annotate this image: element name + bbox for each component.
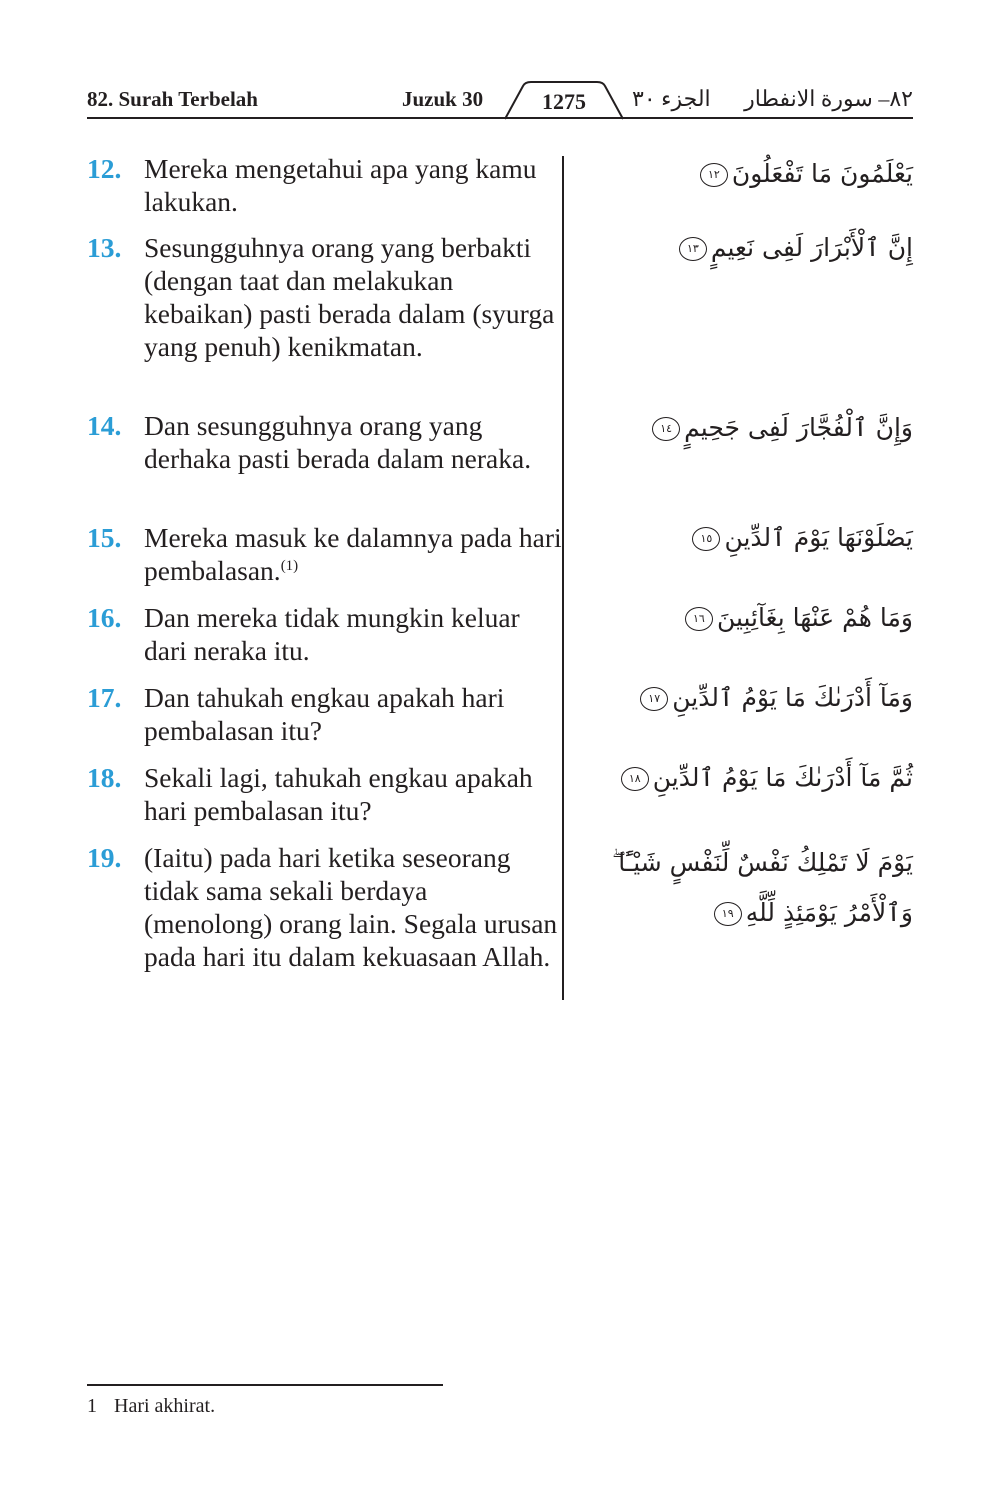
verse-text-body: Mereka masuk ke dalamnya pada hari pembalasan. [144, 522, 562, 586]
arabic-text: وَإِنَّ ٱلْفُجَّارَ لَفِى جَحِيمٍ [684, 413, 913, 442]
footnote-rule [87, 1384, 443, 1386]
surah-title-left: 82. Surah Terbelah [87, 87, 258, 111]
footnote-number: 1 [87, 1395, 97, 1417]
footnote-reference[interactable]: (1) [280, 558, 299, 574]
verse-translation [87, 841, 562, 973]
arabic-juz-label: الجزء ٣٠ [632, 86, 711, 111]
arabic-text: ثُمَّ مَآ أَدْرَىٰكَ مَا يَوْمُ ٱلدِّينِ [652, 763, 913, 792]
arabic-text: يَصْلَوْنَهَا يَوْمَ ٱلدِّينِ [724, 523, 913, 552]
verse-translation [87, 521, 562, 587]
verse-translation [87, 409, 562, 475]
verse-text: (Iaitu) pada hari ketika seseorang tidak sama sekali berdaya (menolong) orang lain. Segala urusan pada hari itu dalam kekuasaan Allah. [144, 842, 558, 972]
column-divider [562, 156, 564, 1000]
verse-text: Dan mereka tidak mungkin keluar dari neraka itu. [144, 602, 520, 666]
arabic-verse [593, 156, 913, 192]
verse-number: 19. [87, 842, 122, 873]
verse-number: 14. [87, 410, 122, 441]
footnote [87, 1392, 215, 1420]
ayah-end-marker: ١٦ [685, 607, 713, 631]
verse-translation [87, 681, 562, 747]
verse-number: 17. [87, 682, 122, 713]
arabic-verse [593, 680, 913, 716]
arabic-verse [593, 410, 913, 446]
arabic-text: وَمَا هُمْ عَنْهَا بِغَآئِبِينَ [716, 603, 913, 632]
arabic-surah-title: ٨٢– سورة الانفطار [744, 86, 913, 111]
ayah-end-marker: ١٥ [692, 527, 720, 551]
header-rule [87, 117, 913, 119]
verse-number: 12. [87, 153, 122, 184]
ayah-end-marker: ١٣ [679, 237, 707, 261]
ayah-end-marker: ١٢ [700, 163, 728, 187]
verse-translation [87, 231, 562, 363]
page-number: 1275 [542, 89, 586, 114]
ayah-end-marker: ١٤ [652, 417, 680, 441]
ayah-end-marker: ١٧ [640, 687, 668, 711]
arabic-text: يَوْمَ لَا تَمْلِكُ نَفْسٌ لِّنَفْسٍ شَيْـًٔا ۖ وَٱلْأَمْرُ يَوْمَئِذٍ لِّلَّهِ [612, 848, 913, 927]
verse-translation [87, 152, 562, 218]
verse-number: 13. [87, 232, 122, 263]
verse-translation [87, 761, 562, 827]
verse-text: Sesungguhnya orang yang berbakti (dengan taat dan melakukan kebaikan) pasti berada dalam (syurga yang penuh) kenikmatan. [144, 232, 555, 362]
verse-number: 18. [87, 762, 122, 793]
arabic-verse [593, 230, 913, 266]
verse-text: Mereka mengetahui apa yang kamu lakukan. [144, 153, 537, 217]
verse-text [144, 521, 562, 587]
verse-translation [87, 601, 562, 667]
ayah-end-marker: ١٨ [621, 767, 649, 791]
arabic-text: يَعْلَمُونَ مَا تَفْعَلُونَ [731, 159, 913, 188]
arabic-verse [593, 600, 913, 636]
arabic-text: وَمَآ أَدْرَىٰكَ مَا يَوْمُ ٱلدِّينِ [672, 683, 913, 712]
verse-text: Sekali lagi, tahukah engkau apakah hari pembalasan itu? [144, 762, 533, 826]
arabic-verse [593, 838, 913, 938]
arabic-verse [593, 760, 913, 796]
footnote-text: Hari akhirat. [114, 1395, 216, 1417]
juzuk-label: Juzuk 30 [402, 87, 484, 111]
arabic-text: إِنَّ ٱلْأَبْرَارَ لَفِى نَعِيمٍ [710, 233, 913, 262]
verse-number: 15. [87, 522, 122, 553]
verse-text: Dan sesungguhnya orang yang derhaka pasti berada dalam neraka. [144, 410, 532, 474]
verse-number: 16. [87, 602, 122, 633]
arabic-verse [593, 520, 913, 556]
ayah-end-marker: ١٩ [714, 902, 742, 926]
verse-text: Dan tahukah engkau apakah hari pembalasan itu? [144, 682, 505, 746]
